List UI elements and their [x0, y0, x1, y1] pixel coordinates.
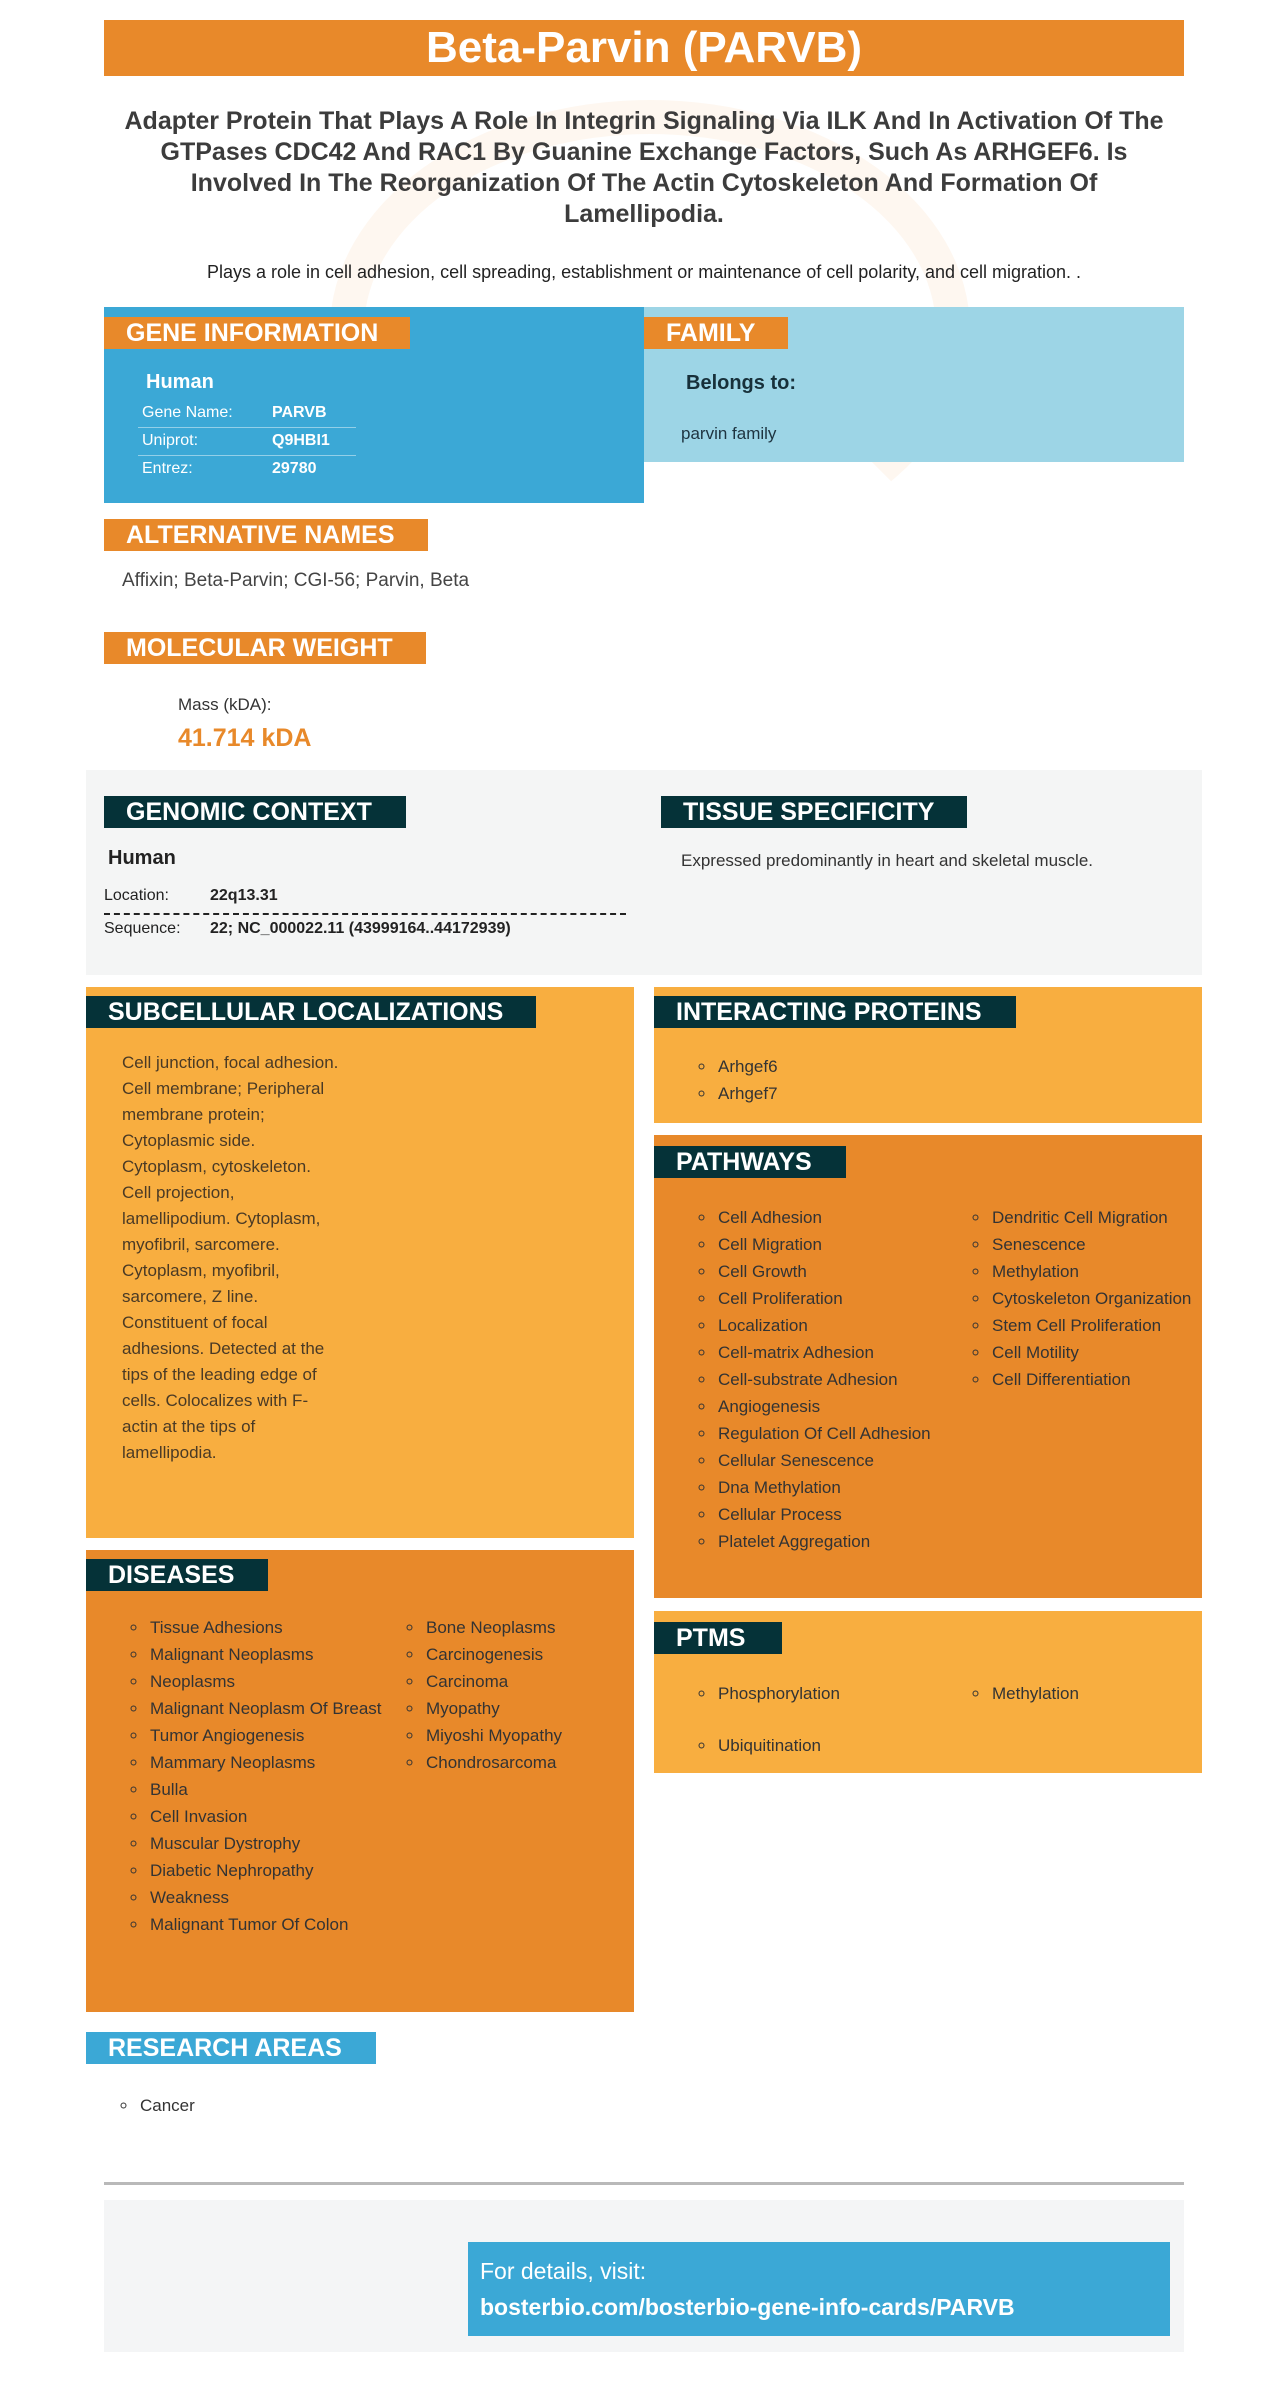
ptms-heading: PTMS [654, 1622, 782, 1654]
uniprot-value: Q9HBI1 [272, 432, 330, 449]
list-item: ◦ Platelet Aggregation [716, 1528, 952, 1555]
list-item: ◦ Arhgef6 [716, 1053, 778, 1080]
ptms-list-col2 [966, 1680, 1079, 1707]
list-item: ◦ Cell Motility [990, 1339, 1216, 1366]
molecular-weight-heading: MOLECULAR WEIGHT [104, 632, 426, 664]
list-item: ◦ Cell Invasion [148, 1803, 384, 1830]
list-item: ◦ Cell Differentiation [990, 1366, 1216, 1393]
list-item: ◦ Malignant Neoplasms [148, 1641, 384, 1668]
list-item: ◦ Cancer [138, 2092, 195, 2119]
list-item: ◦ Angiogenesis [716, 1393, 952, 1420]
uniprot-label: Uniprot: [142, 432, 199, 449]
list-item: ◦ Chondrosarcoma [424, 1749, 650, 1776]
mass-label: Mass (kDA): [178, 695, 272, 714]
location-value: 22q13.31 [210, 887, 278, 904]
sequence-row [104, 916, 626, 942]
list-item: ◦ Carcinoma [424, 1668, 650, 1695]
sequence-label: Sequence: [104, 920, 181, 937]
list-item: ◦ Bulla [148, 1776, 384, 1803]
sequence-value: 22; NC_000022.11 (43999164..44172939) [210, 920, 511, 937]
list-item: ◦ Cellular Senescence [716, 1447, 952, 1474]
list-item: ◦ Miyoshi Myopathy [424, 1722, 650, 1749]
tissue-specificity-text: Expressed predominantly in heart and skeletal muscle. [681, 851, 1093, 870]
diseases-list-col2 [400, 1614, 650, 1776]
subcellular-heading: SUBCELLULAR LOCALIZATIONS [86, 996, 536, 1028]
list-item: ◦ Cell-matrix Adhesion [716, 1339, 952, 1366]
list-item: ◦ Cell Growth [716, 1258, 952, 1285]
list-item: ◦ Senescence [990, 1231, 1216, 1258]
uniprot-row [138, 428, 356, 456]
ptms-list-col1 [692, 1680, 840, 1707]
list-item: ◦ Localization [716, 1312, 952, 1339]
location-row [104, 883, 626, 909]
details-label: For details, visit: [480, 2258, 647, 2284]
list-item: ◦ Bone Neoplasms [424, 1614, 650, 1641]
tissue-specificity-heading: TISSUE SPECIFICITY [661, 796, 967, 828]
research-areas-heading: RESEARCH AREAS [86, 2032, 376, 2064]
family-value: parvin family [681, 424, 777, 443]
gene-information-heading: GENE INFORMATION [104, 317, 410, 349]
list-item: ◦ Malignant Neoplasm Of Breast [148, 1695, 384, 1722]
pathways-list-col2 [966, 1204, 1216, 1393]
family-heading: FAMILY [644, 317, 788, 349]
list-item: ◦ Weakness [148, 1884, 384, 1911]
gene-species: Human [146, 371, 214, 393]
research-areas-list [114, 2092, 195, 2119]
list-item: ◦ Stem Cell Proliferation [990, 1312, 1216, 1339]
subcellular-text: Cell junction, focal adhesion. Cell membrane; Peripheral membrane protein; Cytoplasmic side. Cytoplasm, cytoskeleton. Cell projection, lamellipodium. Cytoplasm, myofibril, sarcomere. Cytoplasm, myofibril, sarcomere, Z line. Constituent of focal adhesions. Detected at the tips of the leading edge of cells. Colocalizes with F-actin at the tips of lamellipodia. [122, 1053, 339, 1462]
list-item: ◦ Cell Proliferation [716, 1285, 952, 1312]
family-belongs-label: Belongs to: [686, 372, 796, 394]
ptms-list-col1-row2 [692, 1732, 821, 1759]
diseases-heading: DISEASES [86, 1559, 268, 1591]
alternative-names-value: Affixin; Beta-Parvin; CGI-56; Parvin, Beta [122, 570, 470, 591]
list-item: ◦ Methylation [990, 1680, 1079, 1707]
list-item: ◦ Cellular Process [716, 1501, 952, 1528]
list-item: ◦ Myopathy [424, 1695, 650, 1722]
list-item: ◦ Cell-substrate Adhesion [716, 1366, 952, 1393]
gene-name-row [138, 400, 356, 428]
list-item: ◦ Cell Migration [716, 1231, 952, 1258]
list-item: ◦ Muscular Dystrophy [148, 1830, 384, 1857]
page-title: Beta-Parvin (PARVB) [104, 20, 1184, 76]
list-item: ◦ Cell Adhesion [716, 1204, 952, 1231]
entrez-label: Entrez: [142, 460, 193, 477]
list-item: ◦ Dendritic Cell Migration [990, 1204, 1216, 1231]
list-item: ◦ Mammary Neoplasms [148, 1749, 384, 1776]
location-label: Location: [104, 887, 169, 904]
genomic-species: Human [108, 847, 176, 869]
protein-summary: Plays a role in cell adhesion, cell spreading, establishment or maintenance of cell polarity, and cell migration. . [206, 262, 1082, 282]
list-item: ◦ Tumor Angiogenesis [148, 1722, 384, 1749]
gene-name-value: PARVB [272, 404, 327, 421]
interacting-proteins-heading: INTERACTING PROTEINS [654, 996, 1016, 1028]
list-item: ◦ Regulation Of Cell Adhesion [716, 1420, 952, 1447]
pathways-heading: PATHWAYS [654, 1146, 846, 1178]
footer-divider [104, 2182, 1184, 2185]
list-item: ◦ Neoplasms [148, 1668, 384, 1695]
list-item: ◦ Carcinogenesis [424, 1641, 650, 1668]
diseases-list-col1 [124, 1614, 384, 1938]
list-item: ◦ Tissue Adhesions [148, 1614, 384, 1641]
entrez-value: 29780 [272, 460, 317, 477]
mass-value: 41.714 kDA [178, 724, 312, 752]
alternative-names-heading: ALTERNATIVE NAMES [104, 519, 428, 551]
list-item: ◦ Cytoskeleton Organization [990, 1285, 1216, 1312]
details-link-box[interactable] [468, 2242, 1170, 2336]
list-item: ◦ Phosphorylation [716, 1680, 840, 1707]
list-item: ◦ Malignant Tumor Of Colon [148, 1911, 384, 1938]
genomic-context-heading: GENOMIC CONTEXT [104, 796, 406, 828]
list-item: ◦ Arhgef7 [716, 1080, 778, 1107]
list-item: ◦ Methylation [990, 1258, 1216, 1285]
list-item: ◦ Dna Methylation [716, 1474, 952, 1501]
entrez-row [138, 456, 356, 483]
list-item: ◦ Ubiquitination [716, 1732, 821, 1759]
pathways-list-col1 [692, 1204, 952, 1555]
details-url[interactable]: bosterbio.com/bosterbio-gene-info-cards/PARVB [480, 2294, 1015, 2320]
interacting-proteins-list [692, 1053, 778, 1107]
genomic-divider [104, 913, 626, 915]
list-item: ◦ Diabetic Nephropathy [148, 1857, 384, 1884]
gene-name-label: Gene Name: [142, 404, 233, 421]
protein-function-heading: Adapter Protein That Plays A Role In Integrin Signaling Via ILK And In Activation Of The GTPases CDC42 And RAC1 By Guanine Exchange Factors, Such As ARHGEF6. Is Involved In The Reorganization Of The Actin Cytoskeleton And Formation Of Lamellipodia. [124, 107, 1164, 228]
